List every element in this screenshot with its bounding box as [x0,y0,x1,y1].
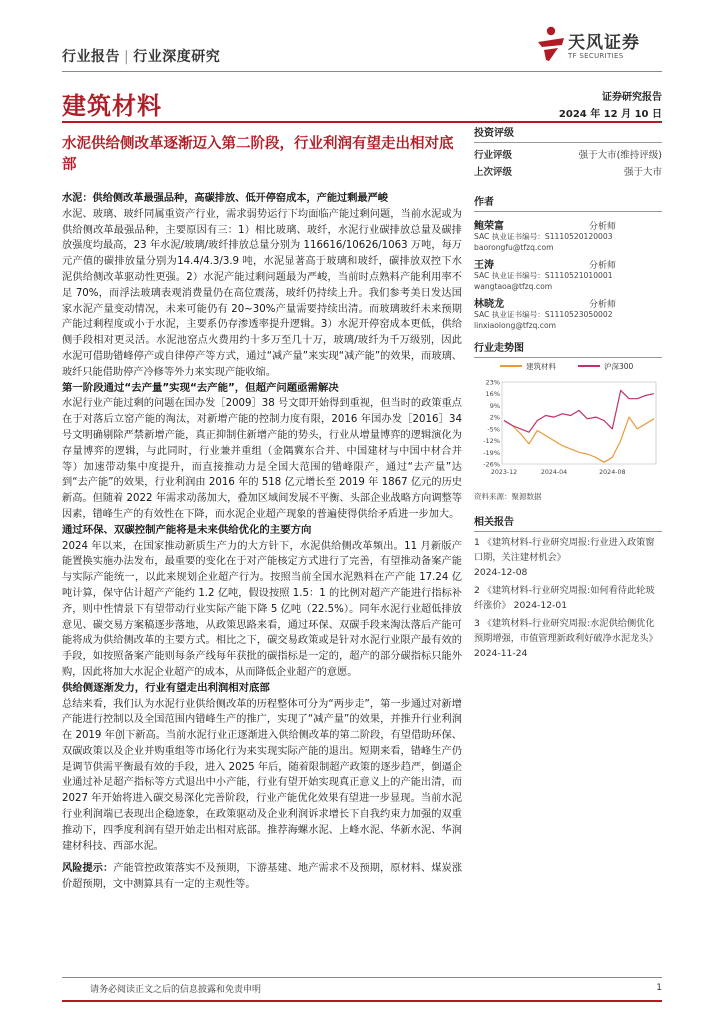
analyst-cert: SAC 执业证书编号：S1110520120003 [474,232,613,241]
legend-label-index: 沪深300 [604,362,634,371]
y-tick-label: 2% [489,413,500,422]
footer-disclaimer[interactable]: 请务必阅读正文之后的信息披露和免责申明 [90,985,262,995]
logo-name: 天风证券 [568,33,640,53]
analyst-email[interactable]: linxiaolong@tfzq.com [474,320,557,330]
related-report-item[interactable] [474,616,662,661]
authors-heading: 作者 [474,193,662,212]
report-subtype-label: 行业深度研究 [133,49,221,65]
y-tick-label: 23% [485,378,500,387]
footer-rule [62,977,662,978]
company-logo [536,22,666,72]
analyst-role: 分析师 [588,300,616,311]
sector-title: 建筑材料 [62,92,162,120]
analyst-name: 鲍荣富 [474,221,504,232]
rating-heading: 投资评级 [474,124,662,143]
risk-lead: 风险提示： [62,863,114,875]
analyst-email[interactable]: wangtaoa@tfzq.com [474,281,553,291]
analyst-name: 林晓龙 [474,299,504,311]
risk-note [62,861,462,893]
logo-mark-icon [536,26,566,62]
logo-subtitle: TF SECURITIES [568,52,624,60]
trend-heading: 行业走势图 [474,339,662,358]
related-report-title: 1 《建筑材料-行业研究周报:行业进入政策窗口期，关注建材机会》 [474,537,655,563]
paragraph-1-lead: 水泥：供给侧改革最强品种，高碳排放、低开停窑成本，产能过剩最严峻 [62,193,388,204]
section-heading-3: 供给侧逐渐发力，行业有望走出利润相对底部 [62,681,270,694]
header-rule [62,71,662,72]
analyst-2 [474,256,662,292]
series-line-sector [504,417,654,462]
section-heading-1: 第一阶段通过“去产量”实现“去产能”，但超产问题亟需解决 [62,381,339,394]
related-report-item[interactable] [474,583,662,613]
report-label: 证券研究报告 [602,92,662,103]
report-title: 水泥供给侧改革逐渐迈入第二阶段，行业利润有望走出相对底部 [62,136,454,173]
analyst-role: 分析师 [588,261,616,272]
report-type-label: 行业报告 [62,49,120,65]
analyst-role: 分析师 [588,222,616,232]
paragraph-1-text: 水泥、玻璃、玻纤同属重资产行业，需求弱势运行下均面临产能过剩问题，当前水泥或为供给侧改革最强品种，主要原因有三：1）相比玻璃、玻纤，水泥行业碳排放总量及碳排放强度均最高，23 年水泥/玻璃/玻纤排放总量分别为 116616/10626/1063 万吨，每万元产值的碳排放量分别为14.4/4.3/3.9 吨，水泥显著高于玻璃和玻纤，碳排放双控下水泥供给侧改革驱动性更强。2）水泥产能过剩问题最为严峻，当前时点熟料产能利用率不足 70%，而浮法玻璃表观消费量仍在高位震荡，玻纤仍持续上升。我们参考美日发达国家水泥产量变动情况，未来可能仍有 20~30%产量需要持续出清。而玻璃玻纤未来预期产能过剩程度或小于水泥，主要系仍存渗透率提升逻辑。3）水泥开停窑成本更低，供给侧手段相对更灵活。水泥池窑点火费用约十多万至几十万，玻璃/玻纤为千万级别，因此水泥可借助错峰停产或自律停产等方式，通过“减产量”来实现“减产能”的效果，而玻璃、玻纤只能借助停产冷修等外力来实现产能收缩。 [62,208,462,378]
sidebar [474,124,662,354]
related-report-title: 3 《建筑材料-行业研究周报:水泥供给侧优化预期增强，市值管理新政利好破净水泥龙头》 [474,618,658,644]
analyst-email[interactable]: baorongfu@tfzq.com [474,242,554,252]
rating-prev-key: 上次评级 [474,166,513,178]
footer-bar [62,1000,662,1002]
section-heading-2: 通过环保、双碳控制产能将是未来供给优化的主要方向 [62,523,312,536]
rating-industry-value: 强于大市(维持评级) [578,149,662,161]
related-report-title: 2 《建筑材料-行业研究周报:如何看待此轮玻纤涨价》 [474,585,655,611]
header-separator: | [124,49,130,65]
related-report-item[interactable] [474,535,662,580]
title-rule [62,121,662,123]
related-reports [474,513,662,661]
analyst-name: 王涛 [474,260,494,272]
analyst-cert: SAC 执业证书编号：S1110523050002 [474,310,613,320]
rating-industry-key: 行业评级 [474,149,513,161]
y-tick-label: -26% [483,460,500,469]
y-tick-label: -19% [483,448,500,457]
x-tick-label: 2023-12 [490,469,518,476]
y-tick-label: -12% [483,437,500,446]
rating-industry-row [474,145,662,162]
risk-text: 产能管控政策落实不及预期，下游基建、地产需求不及预期，原材料、煤炭涨价超预期，文中测算具有一定的主观性等。 [62,863,463,891]
related-report-date: 2024-11-24 [474,648,528,659]
chart-legend [500,361,634,371]
y-tick-label: -5% [487,425,500,434]
series-line-index [504,390,654,432]
analyst-3 [474,295,662,331]
legend-label-sector: 建筑材料 [526,362,556,371]
page-number: 1 [656,983,662,993]
x-tick-label: 2024-08 [599,469,626,476]
analyst-1 [474,217,662,253]
paragraph-1 [62,191,462,381]
y-tick-label: 9% [489,401,500,410]
analyst-cert: SAC 执业证书编号：S1110521010001 [474,271,613,281]
y-tick-label: 16% [485,390,500,399]
industry-trend-chart [474,352,662,482]
x-tick-label: 2024-04 [540,469,568,476]
report-date: 2024 年 12 月 10 日 [558,109,662,120]
rating-prev-row [474,162,662,179]
paragraph-4: 总结来看，我们认为水泥行业供给侧改革的历程整体可分为“两步走”，第一步通过对新增产能进行控制以及全国范围内错峰生产的推广，实现了“减产量”的效果，并推升行业利润在 2019 年创下新高。当前水泥行业正逐渐进入供给侧改革的第二阶段，有望借助环保、双碳政策以及企业并购重组等市场化行为来实现实际产能的退出。短期来看，错峰生产仍是调节供需平衡最有效的手段，进入 2025 年后，随着限制超产政策的逐步趋严，倒逼企业通过补足超产指标等方式退出中小产能，行业有望开始实现真正意义上的产能出清，而 2027 年开始将进入碳交易深化完善阶段，行业产能优化效果有望进一步显现。当前水泥行业利润端已表现出企稳迹象，在政策驱动及企业利润诉求增长下自我约束力加强的双重推动下，四季度利润有望开始走出相对底部。推荐海螺水泥、上峰水泥、华新水泥、华润建材科技、西部水泥。 [62,698,462,852]
report-type [62,46,220,66]
rating-prev-value: 强于大市 [623,166,662,178]
related-report-date: 2024-12-01 [513,600,568,611]
main-body [62,191,462,893]
chart-source: 资料来源：聚源数据 [474,492,542,501]
related-report-date: 2024-12-08 [474,567,528,578]
paragraph-3: 2024 年以来，在国家推动新质生产力的大方针下，水泥供给侧改革频出。11 月新版产能置换实施办法发布，最重要的变化在于对产能核定方式进行了完善，有望推动备案产能与实际产能统一，以此来规划企业超产行为。按照当前全国水泥熟料在产产能 17.24 亿吨计算，保守估计超产产能约 1.2 亿吨，假设按照 1.5：1 的比例对超产产能进行指标补齐，则中性情景下有望带动行业实际产能下降 5 亿吨（22.5%）。同年水泥行业超低排放意见、碳交易方案稿逐步落地，从政策思路来看，通过环保、双碳手段来淘汰落后产能可能将成为供给侧改革的主要方式。相比之下，碳交易政策或是针对水泥行业限产最有效的手段，如按照备案产能则每条产线每年获批的碳指标是一定的，超产的部分碳指标只能外购，因此将加大水泥企业超产的成本，从而降低企业超产的意愿。 [62,540,462,678]
related-heading: 相关报告 [474,513,662,532]
paragraph-2: 水泥行业产能过剩的问题在国办发［2009］38 号文即开始得到重视，但当时的政策重点在于对落后立窑产能的淘汰，对新增产能的控制力度有限，2016 年国办发［2016］34 号文明确剔除严禁新增产能，真正抑制住新增产能的势头，行业从增量博弈的逻辑演化为存量博弈的逻辑，与此同时，行业兼并重组（金隅冀东合并、中国建材与中国中材合并等）加速带动集中度提升，而直接推动力是全国大范围的错峰限产，通过“去产量”达到“去产能”的效果，行业利润由 2016 年的 518 亿元增长至 2019 年 1867 亿元的历史新高。但随着 2022 年需求动荡加大，叠加区域间发展不平衡、头部企业战略方向调整等因素，错峰生产的有效性在下降，而水泥企业超产现象的普遍使得供给矛盾进一步加大。 [62,398,462,520]
